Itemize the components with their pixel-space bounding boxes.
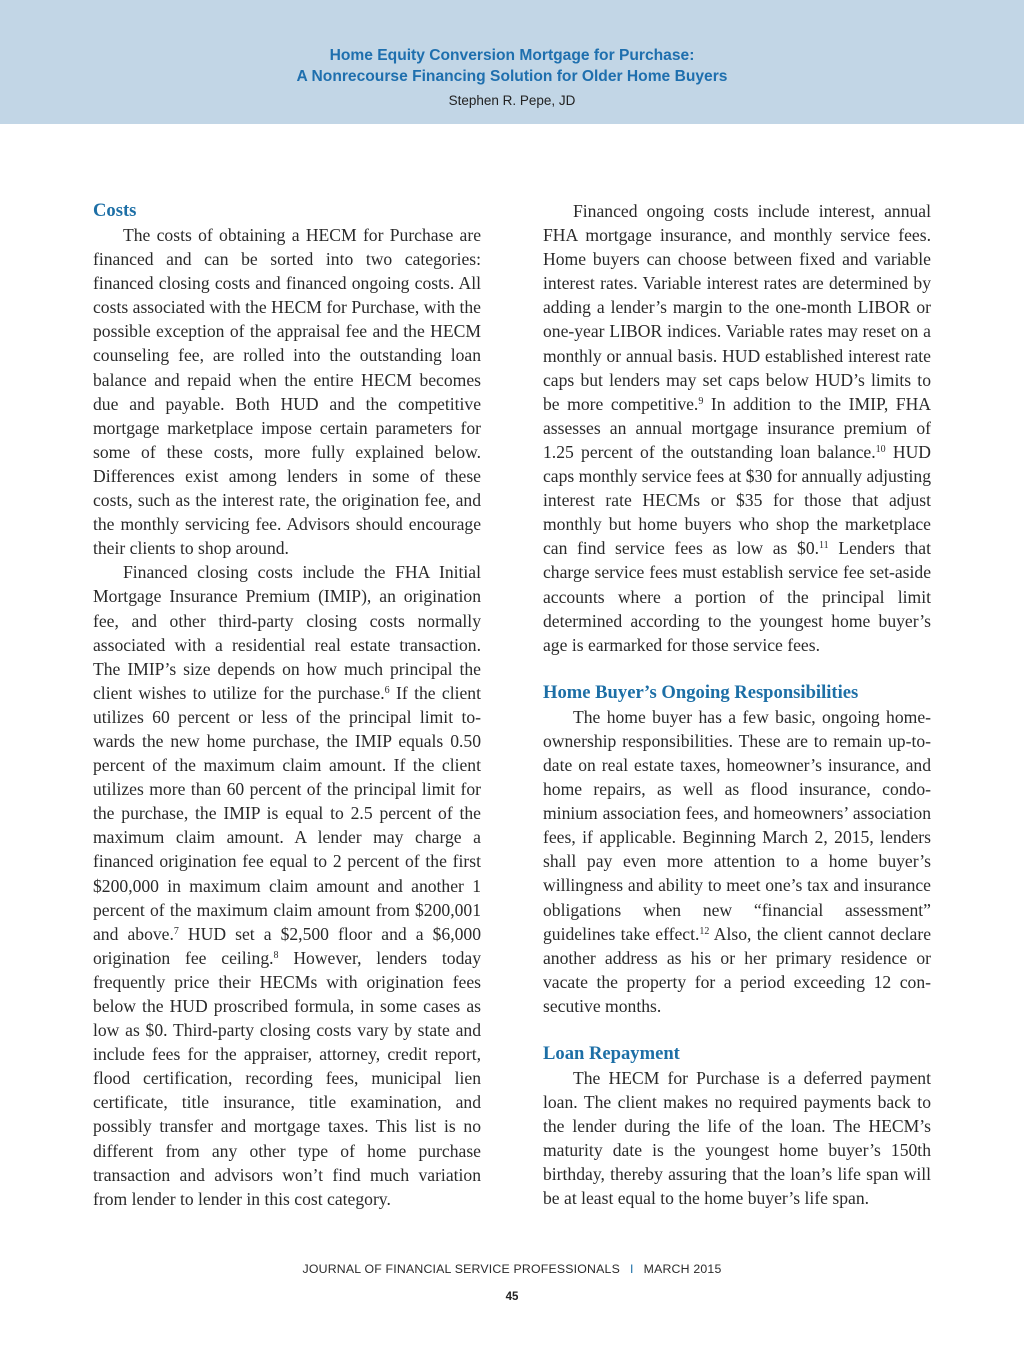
text-run: The home buyer has a few basic, ongoing homeownership responsibilities. These are to remain up-to-date on real estate taxes, homeowner’s insurance, and home repairs, as well as flood insurance, condominium association fees, and homeowners’ association fees, if applicable. Beginning March 2, 2015, lenders shall pay even more attention to a home buyer’s willingness and ability to meet one’s tax and insurance obligations when new “financial assessment” guidelines take effect. xyxy=(543,706,931,944)
footnote-ref-12: 12 xyxy=(699,925,710,937)
text-run: HUD caps monthly service fees at $30 for annually adjusting interest rate HECMs or $35 for those that adjust monthly but home buyers who shop the marketplace can find service fees as low as $0. xyxy=(543,441,932,559)
paragraph-ongoing-costs xyxy=(543,199,931,657)
footer-separator: I xyxy=(630,1262,634,1276)
footnote-ref-10: 10 xyxy=(875,443,886,455)
text-run: Also, the client cannot declare another address as his or her primary residence or vacate the property for a period exceeding 12 consecutive months. xyxy=(543,923,931,1016)
article-title-line-1: Home Equity Conversion Mortgage for Purchase: xyxy=(329,47,695,64)
footer-journal-name: JOURNAL OF FINANCIAL SERVICE PROFESSIONALS xyxy=(302,1262,620,1276)
paragraph-closing-costs xyxy=(93,560,481,1211)
text-run: However, lenders today frequently price their HECMs with origination fees below the HUD proscribed formula, in some cases as low as $0. Third-party closing costs vary by state and include fees for the appraiser, attorney, credit report, flood certification, recording fees, municipal lien certificate, title insurance, title examination, and possibly transfer and mortgage taxes. This list is no different from any other type of home purchase transaction and advisors won’t find much variation from lender to lender in this cost category. xyxy=(93,947,481,1209)
section-heading-responsibilities: Home Buyer’s Ongoing Responsibilities xyxy=(543,681,859,703)
header-banner xyxy=(0,0,1024,124)
right-column xyxy=(543,199,931,1211)
text-run: If the client utilizes 60 percent or less of the principal limit towards the new home purchase, the IMIP equals 0.50 percent of the maximum claim amount. If the client utilizes more than 60 percent of the principal limit for the purchase, the IMIP is equal to 2.5 percent of the maximum claim amount. A lender may charge a financed origination fee equal to 2 percent of the first $200,000 in maximum claim amount and another 1 percent of the maximum claim amount from $200,001 and above. xyxy=(93,682,481,944)
footnote-ref-11: 11 xyxy=(819,540,829,552)
footnote-ref-8: 8 xyxy=(273,949,279,961)
text-run: HUD set a $2,500 floor and a $6,000 origination fee ceiling. xyxy=(93,923,481,968)
paragraph-loan-repayment: The HECM for Purchase is a deferred payment loan. The client makes no required payments back to the lender during the life of the loan. The HECM’s maturity date is the youngest home buyer’s 150th birthday, thereby assuring that the loan’s life span will be at least equal to the home buyer’s life span. xyxy=(543,1068,931,1209)
footnote-ref-9: 9 xyxy=(698,395,704,407)
footnote-ref-7: 7 xyxy=(173,925,179,937)
article-title-line-2: A Nonrecourse Financing Solution for Older Home Buyers xyxy=(296,68,728,85)
text-run: Lenders that charge service fees must establish service fee set-aside accounts where a portion of the principal limit determined according to the youngest home buyer’s age is earmarked for those service fees. xyxy=(543,538,932,655)
paragraph-costs-intro: The costs of obtaining a HECM for Purchase are financed and can be sorted into two categories: financed closing costs and financed ongoing costs. All costs associated with the HECM for Purchase, with the possible exception of the appraisal fee and the HECM counseling fee, are rolled into the outstanding loan balance and repaid when the entire HECM becomes due and payable. Both HUD and the competitive mortgage marketplace impose certain parameters for some of these costs, more fully explained below. Differences exist among lenders in some of these costs, such as the interest rate, the origination fee, and the monthly servicing fee. Advisors should encourage their clients to shop around. xyxy=(93,225,481,559)
section-heading-loan-repayment: Loan Repayment xyxy=(543,1043,680,1064)
left-column xyxy=(93,199,481,1211)
text-run: In addition to the IMIP, FHA assesses an annual mortgage insurance premium of 1.25 percent of the outstanding loan balance. xyxy=(543,393,931,462)
footnote-ref-6: 6 xyxy=(384,684,390,696)
section-heading-costs: Costs xyxy=(93,200,137,221)
text-run: Financed closing costs include the FHA Initial Mortgage Insurance Premium (IMIP), an origination fee, and other third-party closing costs normally associated with a residential real estate transaction. The IMIP’s size depends on how much principal the client wishes to utilize for the purchase. xyxy=(93,562,481,703)
page-number: 45 xyxy=(505,1291,519,1303)
paragraph-responsibilities xyxy=(543,705,931,1018)
text-run: Financed ongoing costs include interest, annual FHA mortgage insurance, and monthly service fees. Home buyers can choose between fixed and variable interest rates. Variable interest rates are determined by adding a lender’s margin to the one-month LIBOR or one-year LIBOR indices. Variable rates may reset on a monthly or annual basis. HUD established interest rate caps but lenders may set caps below HUD’s limits to be more competitive. xyxy=(543,201,931,414)
article-author: Stephen R. Pepe, JD xyxy=(448,93,576,108)
footer-journal-line xyxy=(0,1262,1024,1276)
footer-date: MARCH 2015 xyxy=(643,1262,722,1276)
